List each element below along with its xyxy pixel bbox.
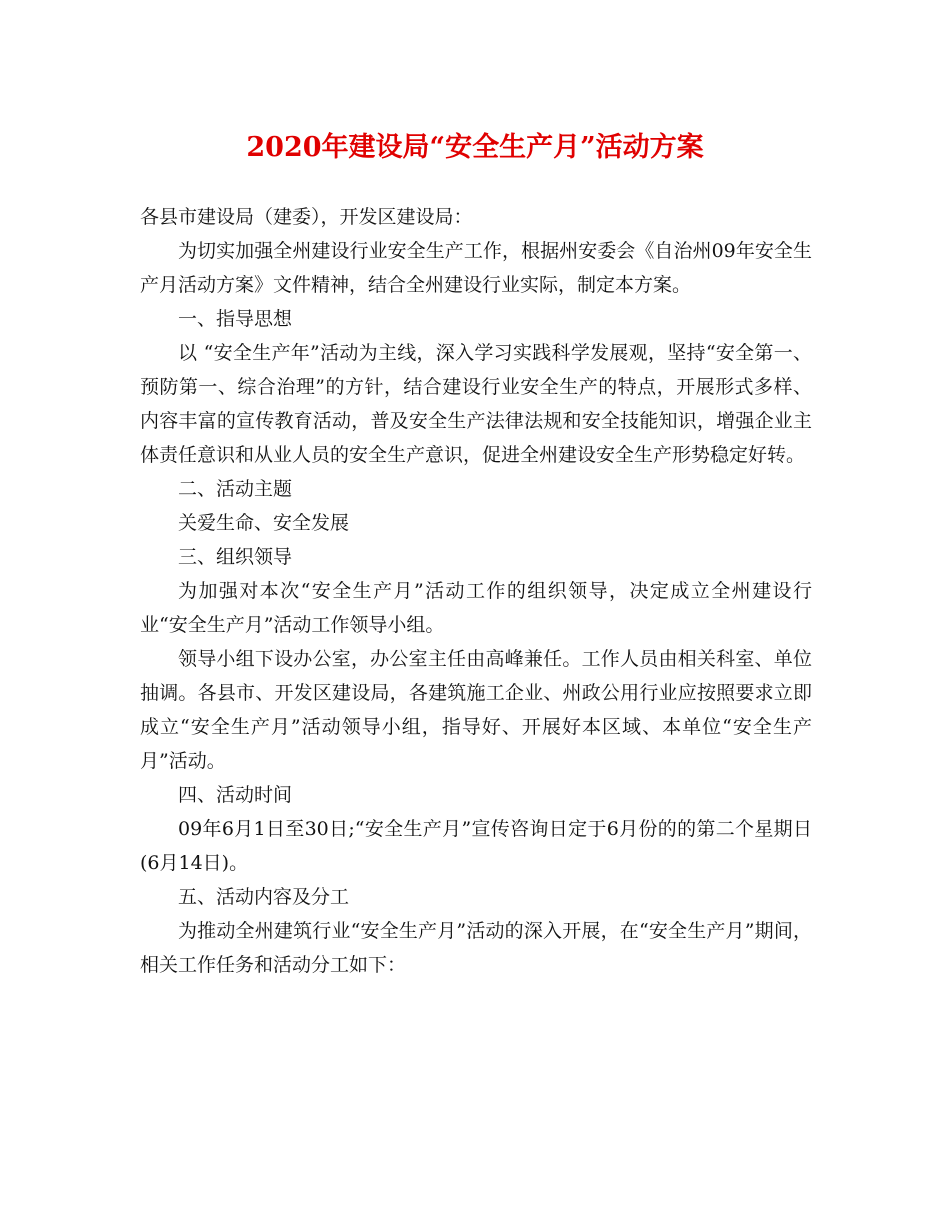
paragraph-theme: 关爱生命、安全发展 <box>178 512 350 534</box>
paragraph-intro: 为切实加强全州建设行业安全生产工作，根据州安委会《自治州09年安全生产月活动方案》文件精神，结合全州建设行业实际，制定本方案。 <box>140 240 812 296</box>
paragraph-time: 09年6月1日至30日;“安全生产月”宣传咨询日定于6月份的的第二个星期日(6月14日)。 <box>140 818 812 874</box>
paragraph-guiding-thought: 以 “安全生产年”活动为主线，深入学习实践科学发展观，坚持“安全第一、预防第一、综合治理”的方针，结合建设行业安全生产的特点，开展形式多样、内容丰富的宣传教育活动，普及安全生产法律法规和安全技能知识，增强企业主体责任意识和从业人员的安全生产意识，促进全州建设安全生产形势稳定好转。 <box>140 342 812 466</box>
paragraph-organization-2: 领导小组下设办公室，办公室主任由高峰兼任。工作人员由相关科室、单位抽调。各县市、开发区建设局，各建筑施工企业、州政公用行业应按照要求立即成立“安全生产月”活动领导小组，指导好、开展好本区域、本单位“安全生产月”活动。 <box>140 648 812 772</box>
document-title: 2020年建设局“安全生产月”活动方案 <box>246 132 704 163</box>
paragraph-content: 为推动全州建筑行业“安全生产月”活动的深入开展，在“安全生产月”期间，相关工作任务和活动分工如下： <box>140 920 812 976</box>
heading-content: 五、活动内容及分工 <box>178 886 350 908</box>
heading-organization: 三、组织领导 <box>178 546 293 568</box>
paragraph-organization-1: 为加强对本次“安全生产月”活动工作的组织领导，决定成立全州建设行业“安全生产月”活动工作领导小组。 <box>140 580 812 636</box>
heading-theme: 二、活动主题 <box>178 478 293 500</box>
document-body <box>140 200 812 982</box>
heading-guiding-thought: 一、指导思想 <box>178 308 293 330</box>
salutation: 各县市建设局（建委），开发区建设局： <box>140 206 473 228</box>
heading-time: 四、活动时间 <box>178 784 293 806</box>
